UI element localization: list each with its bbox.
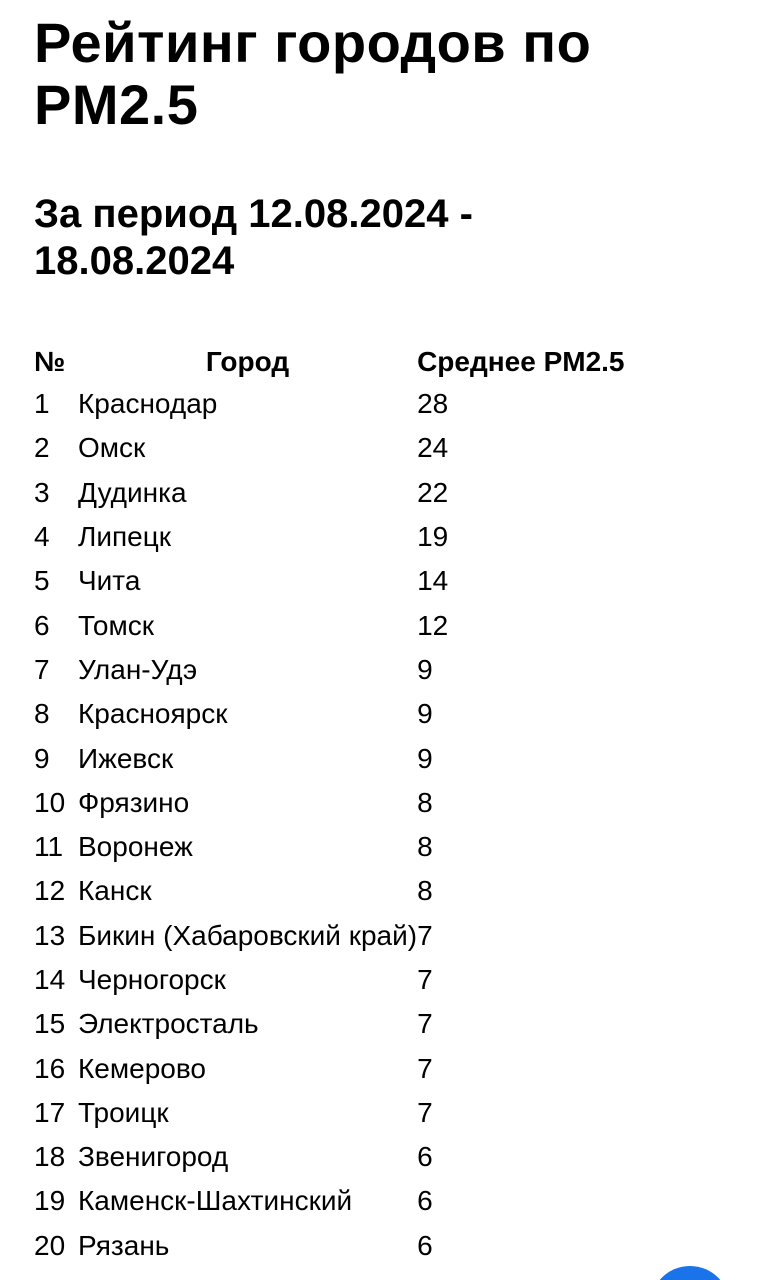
city-cell: Красноярск bbox=[78, 698, 228, 730]
pm25-cell: 28 bbox=[417, 388, 449, 420]
pm25-cell: 8 bbox=[417, 875, 433, 907]
pm25-cell: 6 bbox=[417, 1141, 433, 1173]
pm25-cell: 6 bbox=[417, 1229, 433, 1261]
table-row bbox=[34, 1224, 625, 1268]
table-row bbox=[34, 869, 625, 913]
rank-cell: 19 bbox=[34, 1185, 66, 1217]
pm25-cell: 8 bbox=[417, 786, 433, 818]
table-body bbox=[34, 382, 625, 1268]
rank-cell: 15 bbox=[34, 1008, 66, 1040]
city-cell: Краснодар bbox=[78, 388, 218, 420]
table-row bbox=[34, 692, 625, 736]
rank-cell: 20 bbox=[34, 1229, 66, 1261]
pm25-cell: 6 bbox=[417, 1185, 433, 1217]
pm25-cell: 12 bbox=[417, 609, 449, 641]
city-cell: Кемерово bbox=[78, 1052, 206, 1084]
rank-cell: 13 bbox=[34, 919, 66, 951]
table-row bbox=[34, 603, 625, 647]
rank-cell: 5 bbox=[34, 565, 50, 597]
rating-table bbox=[34, 342, 625, 1268]
rank-cell: 1 bbox=[34, 388, 50, 420]
city-cell: Ижевск bbox=[78, 742, 174, 774]
city-cell: Улан-Удэ bbox=[78, 653, 198, 685]
city-cell: Канск bbox=[78, 875, 152, 907]
rank-cell: 18 bbox=[34, 1141, 66, 1173]
table-row bbox=[34, 914, 625, 958]
rank-cell: 2 bbox=[34, 432, 50, 464]
pm25-cell: 7 bbox=[417, 919, 433, 951]
page-title: Рейтинг городов по PM2.5 bbox=[34, 11, 592, 136]
rank-cell: 14 bbox=[34, 964, 66, 995]
pm25-cell: 8 bbox=[417, 831, 433, 863]
table-row bbox=[34, 736, 625, 780]
rank-cell: 12 bbox=[34, 875, 66, 907]
pm25-cell: 7 bbox=[417, 1008, 433, 1040]
header-city: Город bbox=[205, 346, 290, 377]
city-cell: Троицк bbox=[78, 1096, 169, 1128]
rank-cell: 17 bbox=[34, 1096, 66, 1128]
floating-action-button[interactable] bbox=[650, 1266, 730, 1280]
table-row bbox=[34, 559, 625, 603]
pm25-cell: 7 bbox=[417, 1096, 433, 1128]
pm25-cell: 7 bbox=[417, 964, 433, 995]
rank-cell: 7 bbox=[34, 653, 50, 685]
pm25-cell: 7 bbox=[417, 1052, 433, 1084]
table-row bbox=[34, 825, 625, 869]
table-row bbox=[34, 1135, 625, 1179]
city-cell: Дудинка bbox=[78, 476, 187, 508]
rank-cell: 6 bbox=[34, 609, 50, 641]
city-cell: Бикин (Хабаровский край) bbox=[78, 919, 418, 951]
table-header-row bbox=[34, 342, 625, 382]
rank-cell: 16 bbox=[34, 1052, 66, 1084]
table-row bbox=[34, 382, 625, 426]
rank-cell: 10 bbox=[34, 786, 66, 818]
table-row bbox=[34, 1091, 625, 1135]
table-row bbox=[34, 958, 625, 1002]
pm25-cell: 9 bbox=[417, 742, 433, 774]
city-cell: Каменск-Шахтинский bbox=[78, 1185, 353, 1217]
pm25-cell: 19 bbox=[417, 521, 449, 553]
table-row bbox=[34, 1002, 625, 1046]
city-cell: Омск bbox=[78, 432, 146, 464]
pm25-cell: 24 bbox=[417, 432, 449, 464]
city-cell: Томск bbox=[78, 609, 154, 641]
rank-cell: 4 bbox=[34, 521, 50, 553]
city-cell: Фрязино bbox=[78, 786, 190, 818]
table-row bbox=[34, 781, 625, 825]
table-row bbox=[34, 1046, 625, 1090]
pm25-cell: 9 bbox=[417, 698, 433, 730]
document-body bbox=[34, 0, 754, 1268]
rank-cell: 8 bbox=[34, 698, 50, 730]
city-cell: Черногорск bbox=[78, 964, 226, 995]
pm25-cell: 22 bbox=[417, 476, 449, 508]
city-cell: Звенигород bbox=[78, 1141, 229, 1173]
table-row bbox=[34, 648, 625, 692]
city-cell: Липецк bbox=[78, 521, 172, 553]
city-cell: Электросталь bbox=[78, 1008, 259, 1040]
table-row bbox=[34, 515, 625, 559]
city-cell: Рязань bbox=[78, 1229, 170, 1261]
rank-cell: 11 bbox=[34, 831, 64, 863]
city-cell: Воронеж bbox=[78, 831, 193, 863]
period-subtitle: За период 12.08.2024 - 18.08.2024 bbox=[34, 192, 473, 283]
header-pm25: Среднее PM2.5 bbox=[417, 346, 625, 377]
rank-cell: 3 bbox=[34, 476, 50, 508]
table-row bbox=[34, 1179, 625, 1223]
pm25-cell: 14 bbox=[417, 565, 449, 597]
table-row bbox=[34, 426, 625, 470]
pm25-cell: 9 bbox=[417, 653, 433, 685]
table-row bbox=[34, 471, 625, 515]
city-cell: Чита bbox=[78, 565, 141, 597]
header-rank: № bbox=[34, 346, 66, 377]
rank-cell: 9 bbox=[34, 742, 50, 774]
